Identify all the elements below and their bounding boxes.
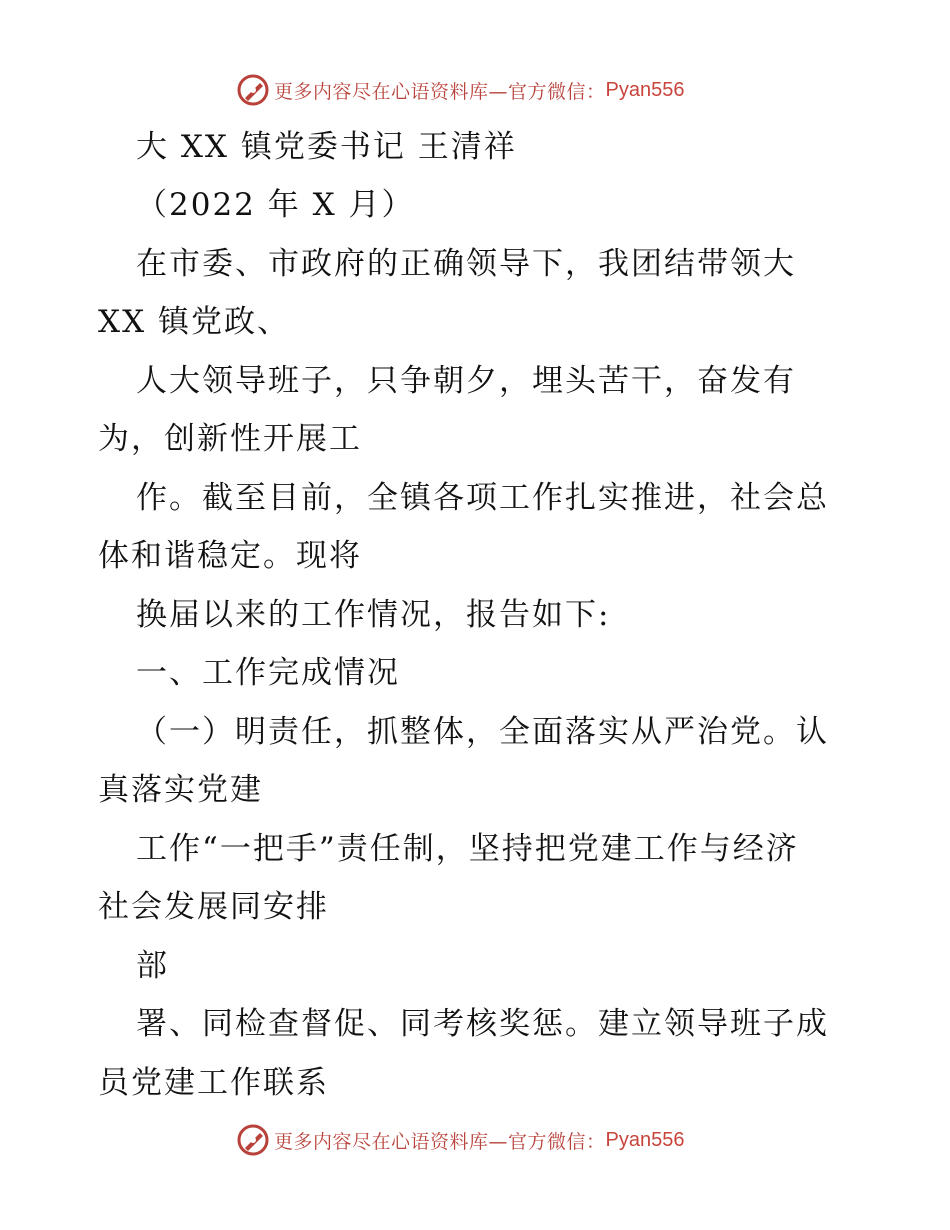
pen-logo-icon (236, 1123, 270, 1157)
paragraph-line: 工作“一把手”责任制，坚持把党建工作与经济 (136, 831, 799, 867)
paragraph-line: 署、同检查督促、同考核奖惩。建立领导班子成 (136, 1006, 829, 1042)
watermark-id: Pyan556 (605, 78, 685, 101)
author-line: 大 XX 镇党委书记 王清祥 (136, 129, 517, 165)
paragraph-line: 人大领导班子，只争朝夕，埋头苦干，奋发有 (136, 363, 796, 399)
section-heading: 一、工作完成情况 (136, 655, 400, 691)
paragraph-line: XX 镇党政、 (98, 304, 290, 340)
paragraph-line: 体和谐稳定。现将 (98, 538, 362, 574)
paragraph-line: 在市委、市政府的正确领导下，我团结带领大 (136, 246, 796, 282)
paragraph-line: 为，创新性开展工 (98, 421, 362, 457)
watermark-text: 更多内容尽在心语资料库—官方微信： (274, 1130, 606, 1153)
date-line: （2022 年 X 月） (136, 187, 415, 223)
pen-logo-icon (236, 73, 270, 107)
paragraph-line: 部 (136, 948, 169, 984)
paragraph-line: 真落实党建 (98, 772, 263, 808)
footer-watermark (236, 1120, 684, 1160)
watermark-id: Pyan556 (605, 1128, 685, 1151)
paragraph-line: 社会发展同安排 (98, 889, 329, 925)
header-watermark (236, 70, 684, 110)
watermark-text: 更多内容尽在心语资料库—官方微信： (274, 80, 606, 103)
paragraph-line: （一）明责任，抓整体，全面落实从严治党。认 (136, 714, 829, 750)
paragraph-line: 员党建工作联系 (98, 1065, 329, 1101)
paragraph-line: 作。截至目前，全镇各项工作扎实推进，社会总 (136, 480, 829, 516)
paragraph-line: 换届以来的工作情况，报告如下: (136, 597, 611, 633)
